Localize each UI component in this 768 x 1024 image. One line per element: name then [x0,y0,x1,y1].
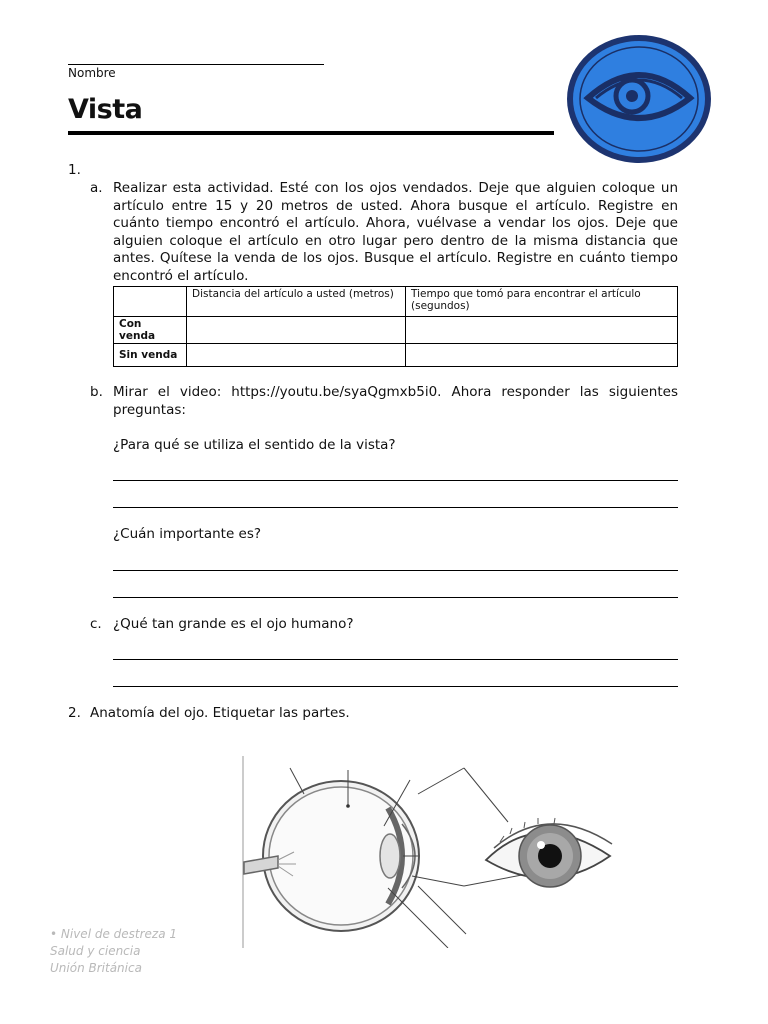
answer-line[interactable] [113,570,678,571]
table-header-empty [114,287,187,317]
item-c-marker: c. [90,616,102,632]
question-importance: ¿Cuán importante es? [113,526,262,542]
answer-line[interactable] [113,597,678,598]
results-table [113,286,678,367]
item-a-text: Realizar esta actividad. Esté con los ojos vendados. Deje que alguien coloque un artículo entre 15 y 20 metros de usted. Ahora busque el artículo. Registre en cuánto tiempo encontró el artículo. Ahora, vuélvase a vendar los ojos. Deje que alguien coloque el artículo en otro lugar pero dentro de la misma distancia que antes. Quítese la venda de los ojos. Busque el artículo. Registre en cuánto tiempo encontró el artículo. [113,180,678,284]
footer-subject: Salud y ciencia [50,944,141,958]
footer-organization: Unión Británica [50,961,142,975]
table-row [114,317,678,344]
table-header-row [114,287,678,317]
page-title: Vista [68,94,143,125]
distance-cell[interactable] [187,344,406,367]
distance-cell[interactable] [187,317,406,344]
eye-badge-icon [566,34,712,164]
name-underline [68,64,324,65]
item-b-text: Mirar el video: https://youtu.be/syaQgmxb5i0. Ahora responder las siguientes preguntas: [113,384,678,418]
item-a-marker: a. [90,180,103,196]
footer [50,926,177,977]
item-c-text: ¿Qué tan grande es el ojo humano? [113,616,354,632]
title-rule [68,131,554,135]
table-header-time: Tiempo que tomó para encontrar el artículo (segundos) [406,287,678,317]
name-label: Nombre [68,66,116,80]
question-purpose: ¿Para qué se utiliza el sentido de la vista? [113,437,396,453]
time-cell[interactable] [406,344,678,367]
table-row [114,344,678,367]
answer-line[interactable] [113,507,678,508]
question-2-text: Anatomía del ojo. Etiquetar las partes. [90,705,350,721]
answer-line[interactable] [113,480,678,481]
table-header-distance: Distancia del artículo a usted (metros) [187,287,406,317]
table-row-label: Con venda [114,317,187,344]
question-1-number: 1. [68,162,81,178]
eyeball-cross-section-icon [244,781,419,931]
answer-line[interactable] [113,686,678,687]
time-cell[interactable] [406,317,678,344]
external-eye-icon [486,818,612,887]
answer-line[interactable] [113,659,678,660]
question-2-number: 2. [68,705,81,721]
eye-anatomy-diagram [238,752,628,948]
item-b-marker: b. [90,384,103,400]
footer-level: • Nivel de destreza 1 [50,927,178,941]
table-row-label: Sin venda [114,344,187,367]
